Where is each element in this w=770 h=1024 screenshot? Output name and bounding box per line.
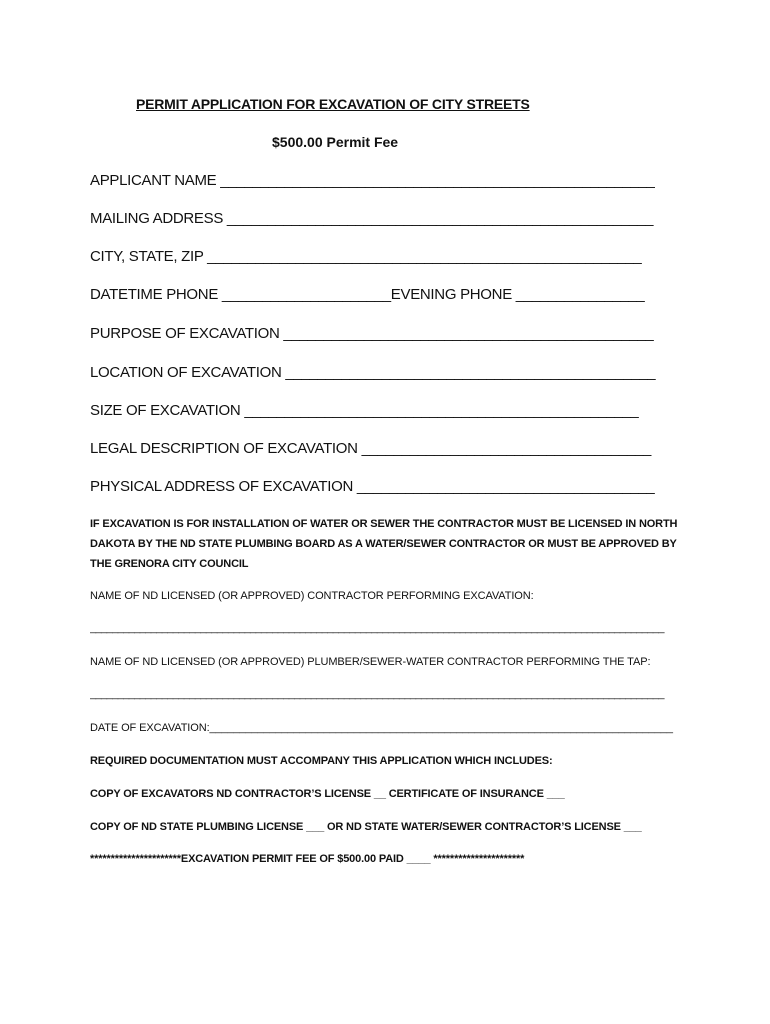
contractor-label: NAME OF ND LICENSED (OR APPROVED) CONTRACTOR PERFORMING EXCAVATION:	[90, 590, 534, 602]
contractor-name-line[interactable]: ________________________________________________________________________________________________________	[90, 622, 664, 634]
excavator-license-insurance-line[interactable]: COPY OF EXCAVATORS ND CONTRACTOR’S LICENSE __ CERTIFICATE OF INSURANCE ___	[90, 788, 565, 800]
licensing-notice: IF EXCAVATION IS FOR INSTALLATION OF WATER OR SEWER THE CONTRACTOR MUST BE LICENSED IN NORTH DAKOTA BY THE ND STATE PLUMBING BOARD AS A WATER/SEWER CONTRACTOR OR MUST BE APPROVED BY THE GRENORA CITY COUNCIL	[90, 518, 678, 570]
plumber-label: NAME OF ND LICENSED (OR APPROVED) PLUMBER/SEWER-WATER CONTRACTOR PERFORMING THE TAP:	[90, 656, 651, 668]
date-of-excavation-field[interactable]: DATE OF EXCAVATION:_____________________________________________________________________________	[90, 722, 673, 734]
phone-fields[interactable]: DATETIME PHONE _____________________EVENING PHONE ________________	[90, 286, 645, 303]
purpose-of-excavation-field[interactable]: PURPOSE OF EXCAVATION ______________________________________________	[90, 325, 654, 342]
plumber-name-line[interactable]: ________________________________________________________________________________________________________	[90, 688, 664, 700]
applicant-name-field[interactable]: APPLICANT NAME ______________________________________________________	[90, 172, 655, 189]
fee-paid-line[interactable]: **********************EXCAVATION PERMIT FEE OF $500.00 PAID ____ **********************	[90, 853, 525, 865]
plumbing-license-line[interactable]: COPY OF ND STATE PLUMBING LICENSE ___ OR ND STATE WATER/SEWER CONTRACTOR’S LICENSE ___	[90, 821, 642, 833]
location-of-excavation-field[interactable]: LOCATION OF EXCAVATION ______________________________________________	[90, 364, 656, 381]
physical-address-field[interactable]: PHYSICAL ADDRESS OF EXCAVATION _____________________________________	[90, 478, 655, 495]
legal-description-field[interactable]: LEGAL DESCRIPTION OF EXCAVATION ____________________________________	[90, 440, 652, 457]
form-title: PERMIT APPLICATION FOR EXCAVATION OF CITY STREETS	[136, 96, 530, 112]
city-state-zip-field[interactable]: CITY, STATE, ZIP ______________________________________________________	[90, 248, 642, 265]
size-of-excavation-field[interactable]: SIZE OF EXCAVATION _________________________________________________	[90, 402, 639, 419]
required-documentation-heading: REQUIRED DOCUMENTATION MUST ACCOMPANY THIS APPLICATION WHICH INCLUDES:	[90, 755, 553, 767]
mailing-address-field[interactable]: MAILING ADDRESS _____________________________________________________	[90, 210, 654, 227]
permit-fee-heading: $500.00 Permit Fee	[272, 134, 399, 150]
